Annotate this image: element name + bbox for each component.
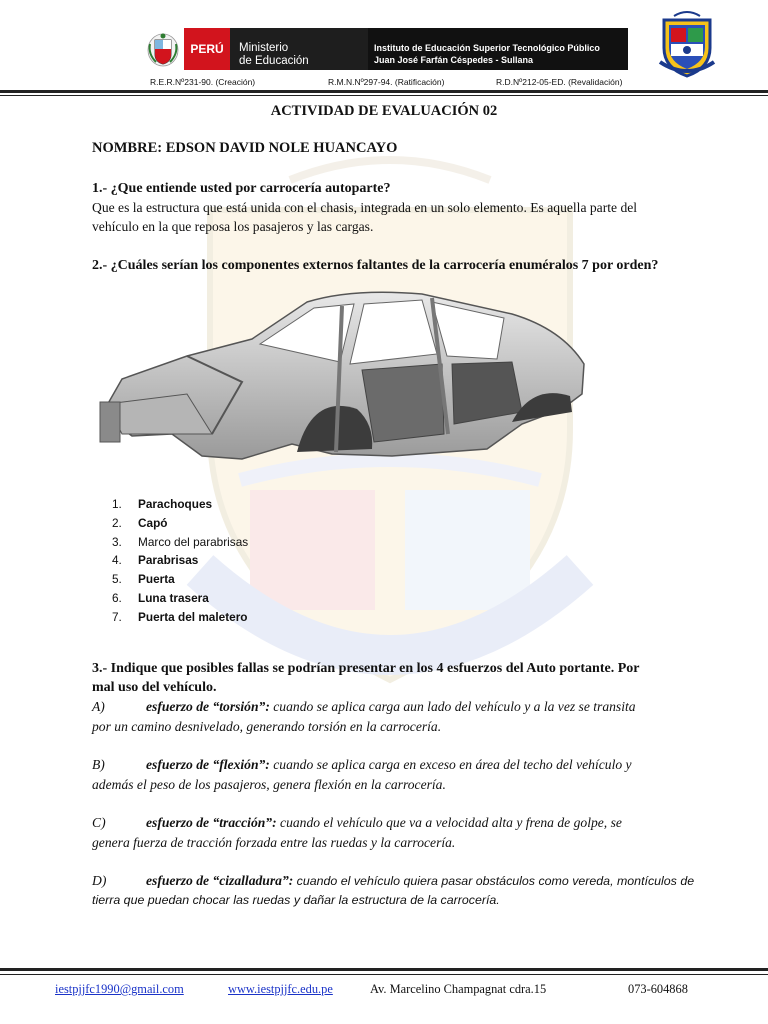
- footer-address: Av. Marcelino Champagnat cdra.15: [370, 982, 547, 996]
- list-item: [112, 535, 248, 554]
- reg-ratificacion: R.M.N.Nº297-94. (Ratificación): [328, 77, 445, 87]
- institute-line-1: Instituto de Educación Superior Tecnológico Público: [374, 43, 600, 53]
- answer-1-line-2: vehículo en la que reposa los pasajeros y las cargas.: [92, 219, 374, 234]
- list-number: 3.: [112, 534, 122, 549]
- list-number: 7.: [112, 609, 122, 624]
- question-3-line-1: 3.- Indique que posibles fallas se podrían presentar en los 4 esfuerzos del Auto portante. Por: [92, 661, 640, 676]
- answer-text: cuando se aplica carga aun lado del vehículo y a la vez se transita: [273, 699, 636, 714]
- answer-text: cuando el vehículo que va a velocidad alta y frena de golpe, se: [280, 815, 622, 830]
- list-item: [112, 572, 248, 591]
- peru-badge: [142, 28, 230, 70]
- answer-c-line-1: [92, 815, 622, 831]
- page-header: [0, 0, 768, 98]
- reg-creacion: R.E.R.Nº231-90. (Creación): [150, 77, 256, 87]
- header-rule-thin: [0, 95, 768, 96]
- list-number: 2.: [112, 515, 122, 530]
- reg-revalidacion: R.D.Nº212-05-ED. (Revalidación): [496, 77, 623, 87]
- answer-b-line-1: [92, 757, 632, 773]
- institute-label: [368, 28, 628, 70]
- footer-rule-thin: [0, 974, 768, 975]
- answer-letter: C): [92, 815, 106, 830]
- list-label: Puerta: [138, 572, 175, 587]
- list-label: Capó: [138, 515, 168, 530]
- list-number: 4.: [112, 553, 122, 568]
- list-item: [112, 610, 248, 629]
- list-number: 1.: [112, 497, 122, 511]
- student-name: NOMBRE: EDSON DAVID NOLE HUANCAYO: [92, 140, 398, 156]
- list-item: [112, 591, 248, 610]
- institution-crest-icon: [658, 10, 716, 78]
- list-label: Luna trasera: [138, 590, 209, 605]
- footer-website-link[interactable]: www.iestpjjfc.edu.pe: [228, 982, 333, 996]
- peru-label: PERÚ: [184, 28, 230, 70]
- answer-term: esfuerzo de “cizalladura”:: [146, 873, 294, 888]
- list-item: [112, 553, 248, 572]
- list-label: Parachoques: [138, 497, 213, 511]
- answer-term: esfuerzo de “flexión”:: [146, 757, 270, 772]
- footer-email-link[interactable]: iestpjjfc1990@gmail.com: [55, 982, 184, 996]
- answer-letter: D): [92, 873, 107, 888]
- ministry-line-2: de Educación: [239, 55, 309, 67]
- parts-list: [112, 497, 248, 629]
- answer-d-line-1: [92, 873, 694, 889]
- answer-text: cuando se aplica carga en exceso en área del techo del vehículo y: [273, 757, 632, 772]
- question-3-line-2: mal uso del vehículo.: [92, 680, 217, 695]
- list-item: [112, 497, 248, 516]
- car-body-frame-image: [92, 284, 592, 474]
- page-title: ACTIVIDAD DE EVALUACIÓN 02: [270, 103, 498, 119]
- answer-letter: B): [92, 757, 105, 772]
- footer-rule: [0, 968, 768, 971]
- answer-c-line-2: genera fuerza de tracción forzada entre las ruedas y la carrocería.: [92, 835, 456, 850]
- institute-line-2: Juan José Farfán Céspedes - Sullana: [374, 55, 534, 65]
- list-number: 6.: [112, 590, 122, 605]
- question-1: 1.- ¿Que entiende usted por carrocería autoparte?: [92, 181, 391, 196]
- list-number: 5.: [112, 572, 122, 587]
- list-label: Parabrisas: [138, 553, 199, 568]
- footer-phone: 073-604868: [628, 982, 688, 996]
- peru-shield-icon: [142, 28, 184, 70]
- ministry-label: [230, 28, 368, 70]
- list-label: Puerta del maletero: [138, 609, 248, 624]
- answer-term: esfuerzo de “tracción”:: [146, 815, 277, 830]
- answer-a-line-1: [92, 699, 636, 715]
- answer-a-line-2: por un camino desnivelado, generando torsión en la carrocería.: [92, 719, 442, 734]
- list-item: [112, 516, 248, 535]
- header-rule: [0, 90, 768, 93]
- answer-term: esfuerzo de “torsión”:: [146, 699, 270, 714]
- ministry-line-1: Ministerio: [239, 42, 289, 54]
- answer-d-line-2: tierra que puedan chocar las ruedas y dañar la estructura de la carrocería.: [92, 893, 500, 907]
- answer-text: cuando el vehículo quiera pasar obstáculos como vereda, montículos de: [296, 874, 695, 888]
- list-label: Marco del parabrisas: [138, 534, 249, 549]
- answer-b-line-2: además el peso de los pasajeros, genera flexión en la carrocería.: [92, 777, 446, 792]
- answer-1-line-1: Que es la estructura que está unida con el chasis, integrada en un solo elemento. Es aquella parte del: [92, 200, 638, 215]
- answer-letter: A): [92, 699, 105, 714]
- question-2: 2.- ¿Cuáles serían los componentes externos faltantes de la carrocería enuméralos 7 por orden?: [92, 258, 659, 273]
